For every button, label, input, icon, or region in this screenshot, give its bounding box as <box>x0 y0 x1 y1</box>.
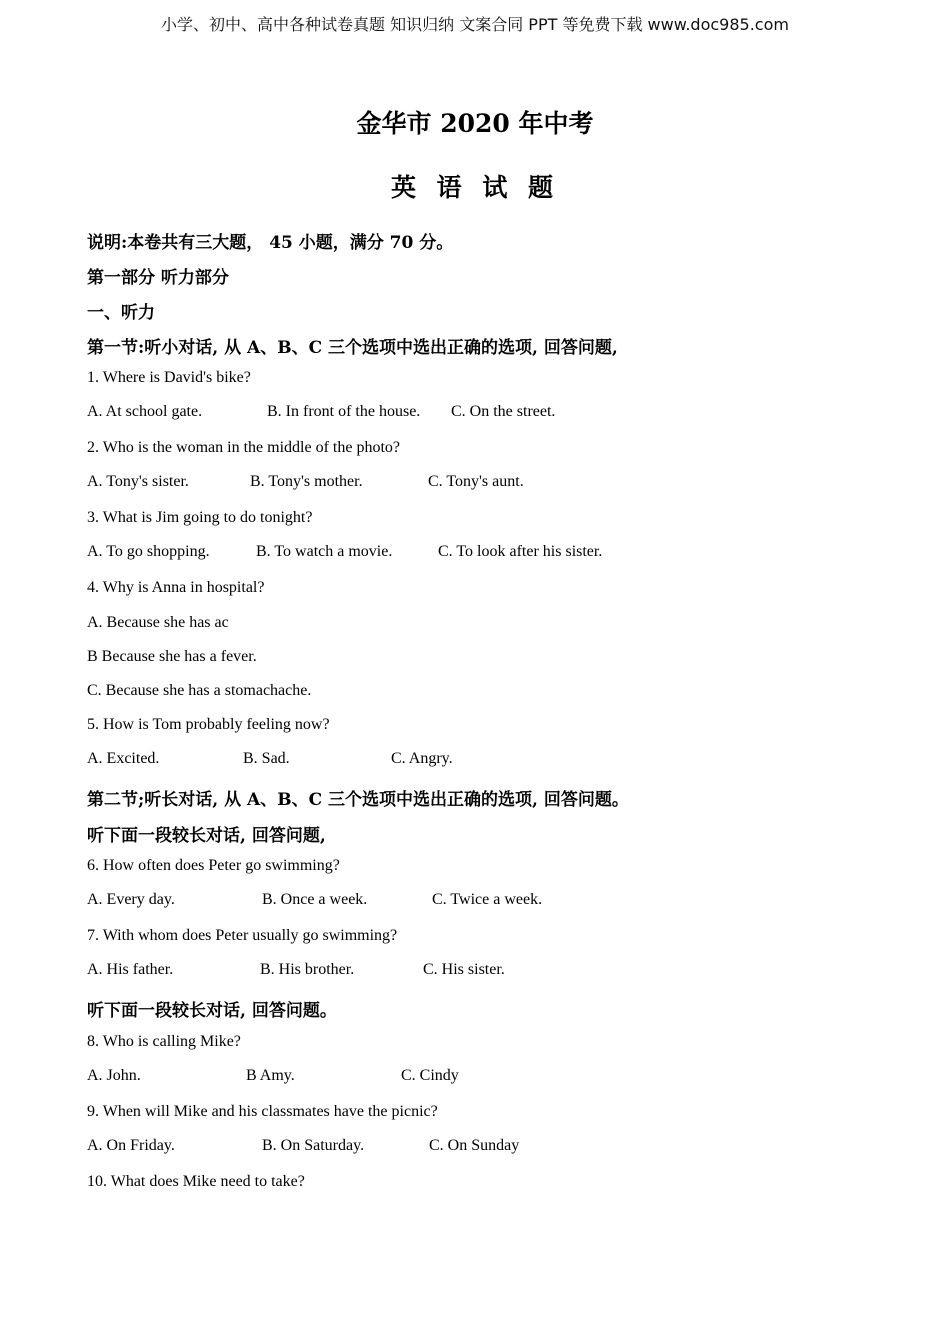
section1-instruction: 第一节:听小对话, 从 A、B、C 三个选项中选出正确的选项, 回答问题, <box>87 338 618 358</box>
q4-option-b: B Because she has a fever. <box>87 648 257 665</box>
question-10: 10. What does Mike need to take? <box>87 1173 305 1190</box>
q2-option-b: B. Tony's mother. <box>250 473 363 490</box>
q4-option-c: C. Because she has a stomachache. <box>87 682 312 699</box>
q3-option-b: B. To watch a movie. <box>256 543 393 560</box>
q3-option-a: A. To go shopping. <box>87 543 210 560</box>
q1-option-b: B. In front of the house. <box>267 403 421 420</box>
section-heading: 一、听力 <box>87 303 155 323</box>
q9-option-a: A. On Friday. <box>87 1137 175 1154</box>
q6-option-c: C. Twice a week. <box>432 891 543 908</box>
q7-option-b: B. His brother. <box>260 961 355 978</box>
question-9: 9. When will Mike and his classmates have the picnic? <box>87 1103 438 1120</box>
q5-option-c: C. Angry. <box>391 750 453 767</box>
question-7: 7. With whom does Peter usually go swimming? <box>87 927 398 944</box>
q6-option-a: A. Every day. <box>87 891 175 908</box>
question-4: 4. Why is Anna in hospital? <box>87 579 265 596</box>
q4-option-a: A. Because she has ac <box>87 614 229 631</box>
q2-option-a: A. Tony's sister. <box>87 473 189 490</box>
q8-option-a: A. John. <box>87 1067 141 1084</box>
q9-option-c: C. On Sunday <box>429 1137 520 1154</box>
q8-option-c: C. Cindy <box>401 1067 459 1084</box>
exam-title: 金华市 2020 年中考 <box>356 109 594 138</box>
question-6: 6. How often does Peter go swimming? <box>87 857 340 874</box>
question-3: 3. What is Jim going to do tonight? <box>87 509 313 526</box>
question-8: 8. Who is calling Mike? <box>87 1033 241 1050</box>
part-heading: 第一部分 听力部分 <box>87 268 229 288</box>
question-1: 1. Where is David's bike? <box>87 369 251 386</box>
q8-option-b: B Amy. <box>246 1067 295 1084</box>
question-2: 2. Who is the woman in the middle of the photo? <box>87 439 400 456</box>
q2-option-c: C. Tony's aunt. <box>428 473 524 490</box>
q7-option-a: A. His father. <box>87 961 174 978</box>
section2-instruction: 第二节;听长对话, 从 A、B、C 三个选项中选出正确的选项, 回答问题。 <box>87 790 629 810</box>
q7-option-c: C. His sister. <box>423 961 505 978</box>
q5-option-a: A. Excited. <box>87 750 160 767</box>
q1-option-a: A. At school gate. <box>87 403 203 420</box>
exam-subtitle: 英 语 试 题 <box>390 173 560 202</box>
q9-option-b: B. On Saturday. <box>262 1137 365 1154</box>
q6-option-b: B. Once a week. <box>262 891 368 908</box>
q5-option-b: B. Sad. <box>243 750 290 767</box>
q3-option-c: C. To look after his sister. <box>438 543 603 560</box>
q1-option-c: C. On the street. <box>451 403 556 420</box>
question-5: 5. How is Tom probably feeling now? <box>87 716 330 733</box>
exam-intro: 说明:本卷共有三大题， 45 小题，满分 70 分。 <box>87 233 454 253</box>
dialog1-instruction: 听下面一段较长对话, 回答问题, <box>87 826 326 846</box>
site-banner: 小学、初中、高中各种试卷真题 知识归纳 文案合同 PPT 等免费下载 www.doc985.com <box>161 15 789 34</box>
dialog2-instruction: 听下面一段较长对话, 回答问题。 <box>87 1001 337 1021</box>
